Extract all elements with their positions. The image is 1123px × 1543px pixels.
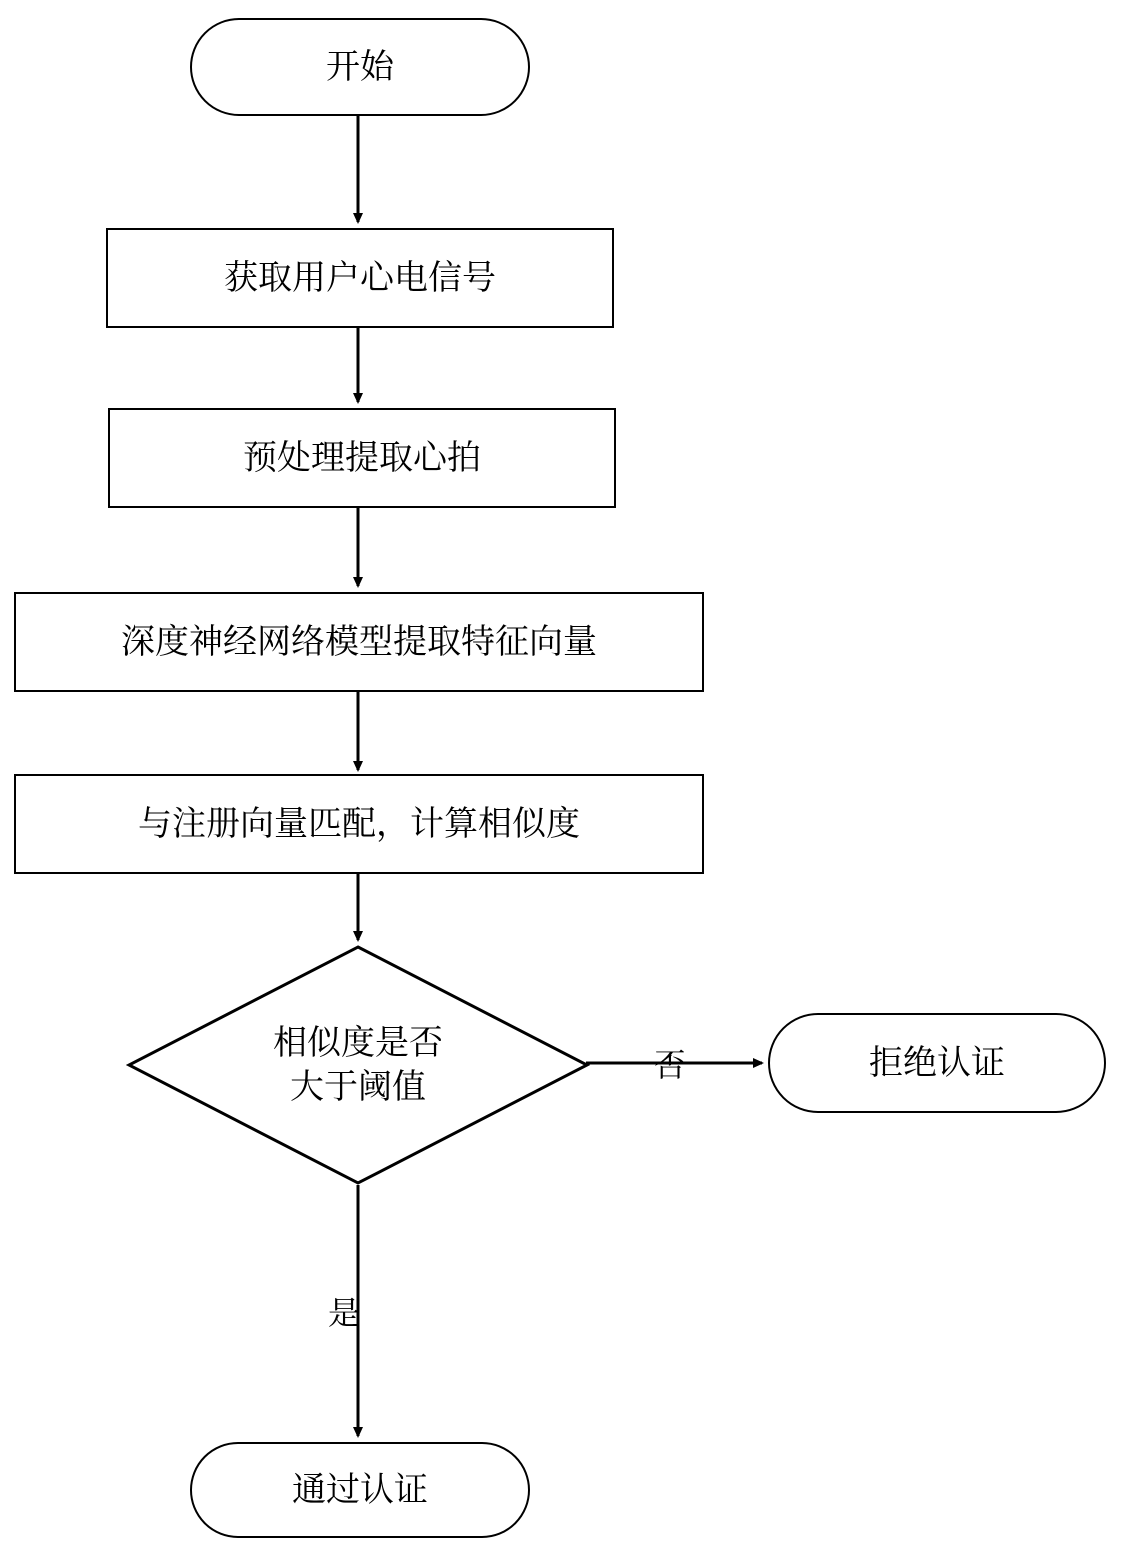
decision-label-line1: 相似度是否 [273,1023,443,1062]
node-preprocess-heartbeat-label: 预处理提取心拍 [243,438,481,477]
node-reject-auth-label: 拒绝认证 [869,1043,1005,1082]
node-match-similarity[interactable] [14,774,704,874]
node-acquire-ecg[interactable] [106,228,614,328]
node-accept-auth-label: 通过认证 [292,1470,428,1509]
diamond-shape [126,944,590,1186]
node-preprocess-heartbeat[interactable] [108,408,616,508]
node-start[interactable] [190,18,530,116]
node-reject-auth[interactable] [768,1013,1106,1113]
edge-label-yes [328,1288,360,1334]
edge-label-no [654,1040,686,1086]
decision-label-line2: 大于阈值 [290,1068,426,1106]
node-accept-auth[interactable] [190,1442,530,1538]
edge-label-no-text: 否 [654,1047,687,1083]
node-start-label: 开始 [326,47,394,86]
node-match-similarity-label: 与注册向量匹配，计算相似度 [138,804,580,843]
node-extract-feature-vector-label: 深度神经网络模型提取特征向量 [121,622,597,661]
node-acquire-ecg-label: 获取用户心电信号 [224,258,496,297]
node-extract-feature-vector[interactable] [14,592,704,692]
edge-label-yes-text: 是 [328,1295,361,1331]
node-similarity-decision[interactable] [126,944,590,1186]
